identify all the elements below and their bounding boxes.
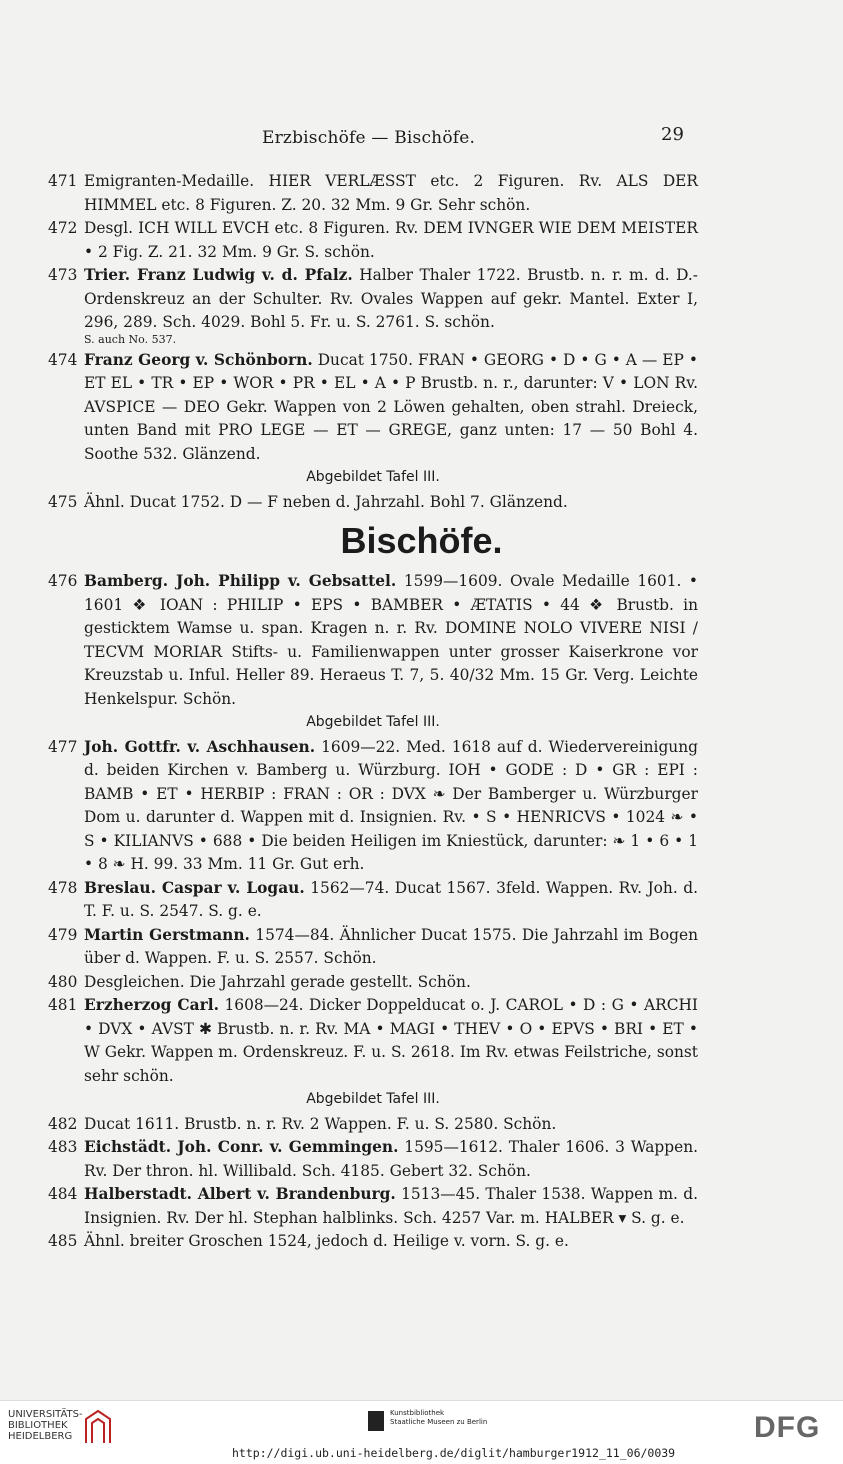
catalog-entry (48, 736, 698, 877)
entry-text: Desgl. ICH WILL EVCH etc. 8 Figuren. Rv. DEM IVNGER WIE DEM MEISTER • 2 Fig. Z. 21. 32 Mm. 9 Gr. S. schön. (84, 219, 698, 261)
entry-text: 1609—22. Med. 1618 auf d. Wiedervereinigung d. beiden Kirchen v. Bamberg u. Würzburg. IOH • GODE : D • GR : EPI : BAMB • ET • HERBIP : FRAN : OR : DVX ❧ Der Bamberger u. Würzburger Dom u. darunter d. Wappen mit d. Insignien. Rv. • S • HENRICVS • 1024 ❧ • S • KILIANVS • 688 • Die beiden Heiligen im Kniestück, darunter: ❧ 1 • 6 • 1 • 8 ❧ H. 99. 33 Mm. 11 Gr. Gut erh. (84, 737, 698, 873)
entry-heading: Halberstadt. Albert v. Brandenburg. (84, 1185, 396, 1203)
entry-heading: Joh. Gottfr. v. Aschhausen. (84, 737, 316, 756)
catalog-entry (48, 349, 698, 467)
entry-heading: Martin Gerstmann. (84, 925, 250, 944)
plate-reference: Abgebildet Tafel III. (306, 714, 440, 730)
entry-text: Emigranten-Medaille. HIER VERLÆSST etc. 2 Figuren. Rv. ALS DER HIMMEL etc. 8 Figuren. Z. 20. 32 Mm. 9 Gr. Sehr schön. (84, 172, 698, 214)
catalog-entry (48, 1183, 698, 1230)
entry-number: 483 (48, 1138, 78, 1156)
catalog-entry (48, 1230, 698, 1254)
entry-heading: Eichstädt. Joh. Conr. v. Gemmingen. (84, 1138, 399, 1156)
source-url-link[interactable]: http://digi.ub.uni-heidelberg.de/diglit/hamburger1912_11_06/0039 (232, 1446, 676, 1460)
section-title: Bischöfe. (340, 520, 503, 561)
entry-text: Ähnl. breiter Groschen 1524, jedoch d. Heilige v. vorn. S. g. e. (84, 1232, 569, 1250)
entry-number: 477 (48, 737, 78, 756)
catalog-entry (48, 491, 698, 515)
entry-number: 475 (48, 492, 78, 511)
catalog-entry (48, 994, 698, 1088)
entry-heading: Franz Georg v. Schönborn. (84, 350, 313, 369)
entry-text: Ducat 1750. FRAN • GEORG • D • G • A — EP • ET EL • TR • EP • WOR • PR • EL • A • P Brustb. n. r., darunter: V • LON Rv. AVSPICE — DEO Gekr. Wappen von 2 Löwen gehalten, oben strahl. Dreieck, unten Band mit PRO LEGE — ET — GREGE, ganz unten: 17 — 50 Bohl 4. Soothe 532. Glänzend. (84, 350, 698, 463)
entries-bottom (48, 570, 698, 1254)
catalog-entry (48, 570, 698, 711)
catalog-entry (48, 1136, 698, 1183)
entry-text: 1562—74. Ducat 1567. 3feld. Wappen. Rv. Joh. d. T. F. u. S. 2547. S. g. e. (84, 878, 698, 920)
catalog-entry (48, 170, 698, 217)
entry-heading: Breslau. Caspar v. Logau. (84, 878, 305, 897)
catalog-entry (48, 924, 698, 971)
catalog-entry (48, 1113, 698, 1137)
entry-number: 481 (48, 996, 78, 1014)
plate-reference: Abgebildet Tafel III. (306, 469, 440, 485)
plate-reference: Abgebildet Tafel III. (306, 1091, 440, 1107)
running-head: Erzbischöfe — Bischöfe. (262, 128, 476, 148)
page-number: 29 (661, 124, 684, 145)
entry-text: 1599—1609. Ovale Medaille 1601. • 1601 ❖ IOAN : PHILIP • EPS • BAMBER • ÆTATIS • 44 ❖ Brustb. in gesticktem Wamse u. span. Kragen n. r. Rv. DOMINE NOLO VIVERE NISI / TECVM MORIAR Stifts- u. Familienwappen unter grosser Kaiserkrone vor Kreuzstab u. Inful. Heller 89. Heraeus T. 7, 5. 40/32 Mm. 15 Gr. Verg. Leichte Henkelspur. Schön. (84, 572, 698, 708)
kunstbibliothek-logo: Kunstbibliothek Staatliche Museen zu Berlin (390, 1409, 488, 1426)
catalog-entry (48, 971, 698, 995)
entry-heading: Bamberg. Joh. Philipp v. Gebsattel. (84, 572, 397, 590)
entry-number: 480 (48, 972, 78, 991)
kunstbibliothek-icon (368, 1411, 384, 1431)
entry-text: 1595—1612. Thaler 1606. 3 Wappen. Rv. Der thron. hl. Willibald. Sch. 4185. Gebert 32. Schön. (84, 1138, 698, 1180)
entry-heading: Erzherzog Carl. (84, 996, 219, 1014)
entry-text: Desgleichen. Die Jahrzahl gerade gestellt. Schön. (84, 972, 471, 991)
entry-number: 476 (48, 572, 78, 590)
catalog-entry (48, 877, 698, 924)
entry-number: 485 (48, 1232, 78, 1250)
entry-number: 473 (48, 266, 78, 284)
entry-number: 474 (48, 350, 78, 369)
catalog-entry (48, 217, 698, 264)
heidelberg-mark-icon (84, 1409, 114, 1445)
entry-number: 482 (48, 1114, 78, 1133)
entries-top (48, 170, 698, 514)
entry-number: 472 (48, 219, 78, 237)
entry-number: 478 (48, 878, 78, 897)
entry-number: 484 (48, 1185, 78, 1203)
entry-number: 479 (48, 925, 78, 944)
entry-heading: Trier. Franz Ludwig v. d. Pfalz. (84, 266, 353, 284)
entry-text: 1513—45. Thaler 1538. Wappen m. d. Insignien. Rv. Der hl. Stephan halblinks. Sch. 4257 Var. m. HALBER ▾ S. g. e. (84, 1185, 698, 1227)
footer-bar (0, 1400, 843, 1464)
entry-text: 1574—84. Ähnlicher Ducat 1575. Die Jahrzahl im Bogen über d. Wappen. F. u. S. 2557. Schön. (84, 925, 698, 967)
entry-note: S. auch No. 537. (84, 332, 177, 346)
heidelberg-library-logo: UNIVERSITÄTS- BIBLIOTHEK HEIDELBERG (8, 1409, 83, 1442)
entry-text: Halber Thaler 1722. Brustb. n. r. m. d. D.-Ordenskreuz an der Schulter. Rv. Ovales Wappen auf gekr. Mantel. Exter I, 296, 289. Sch. 4029. Bohl 5. Fr. u. S. 2761. S. schön. (84, 266, 698, 331)
dfg-logo: DFG (754, 1411, 821, 1444)
catalog-entry (48, 264, 698, 335)
entry-text: Ducat 1611. Brustb. n. r. Rv. 2 Wappen. F. u. S. 2580. Schön. (84, 1114, 557, 1133)
entry-text: 1608—24. Dicker Doppelducat o. J. CAROL • D : G • ARCHI • DVX • AVST ✱ Brustb. n. r. Rv. MA • MAGI • THEV • O • EPVS • BRI • ET • W Gekr. Wappen m. Ordenskreuz. F. u. S. 2618. Im Rv. etwas Feilstriche, sonst sehr schön. (84, 996, 698, 1085)
entry-text: Ähnl. Ducat 1752. D — F neben d. Jahrzahl. Bohl 7. Glänzend. (84, 492, 568, 511)
entry-number: 471 (48, 172, 78, 190)
